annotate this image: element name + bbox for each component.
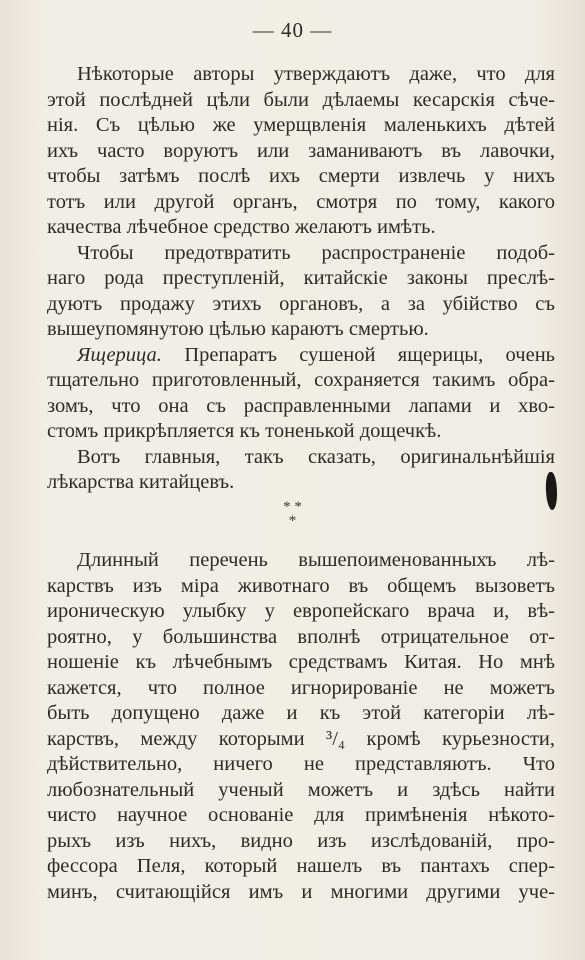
text-line: Вотъ главныя, такъ сказать, оригинальнѣйшія [77,445,555,468]
text-line: рыхъ изъ нихъ, видно изъ изслѣдованій, про- [47,829,555,852]
lizard-term: Ящерица. [77,343,162,366]
text-line: карствъ, между которыми ³/₄ кромѣ курьезности, [47,727,555,750]
text-line: быть допущено даже и къ этой категоріи лѣ- [47,702,555,724]
text-line: вышеупомянутою цѣлью караютъ смертью. [47,318,429,340]
text-line: Длинный перечень вышепоименованныхъ лѣ- [77,549,555,571]
text-line: фессора Пеля, который нашелъ въ пантахъ спер- [47,855,555,877]
text-block-organs-and-lizard [47,62,555,496]
text-line: карствъ изъ міра животнаго въ общемъ вызоветъ [47,574,555,597]
text-line: стомъ прикрѣпляется къ тоненькой дощечкѣ. [47,420,442,442]
text-line: дуютъ продажу этихъ органовъ, а за убійство съ [47,292,555,315]
text-line: чисто научное основаніе для примѣненія нѣкото- [47,804,555,826]
text-line: зомъ, что она съ расправленными лапами и хво- [47,394,555,417]
text-line: качества лѣчебное средство желаютъ имѣть. [47,216,436,238]
text-line: ношеніе къ лѣчебнымъ средствамъ Китая. Но мнѣ [47,651,555,673]
text-line: ироническую улыбку у европейскаго врача и, вѣ- [47,600,555,622]
text-line: любознательный ученый можетъ и здѣсь найти [47,778,555,801]
text-line: Нѣкоторые авторы утверждаютъ даже, что для [77,63,555,85]
text-block-commentary [47,548,555,905]
text-line: лѣкарства китайцевъ. [47,471,235,493]
text-line: роятно, у большинства вполнѣ отрицательное от- [47,625,555,648]
page-number: — 40 — [252,18,333,42]
text-line: Чтобы предотвратить распространеніе подоб- [77,241,555,264]
text-line: чтобы затѣмъ послѣ ихъ смерти извлечь у нихъ [47,165,555,187]
text-line: минъ, считающійся имъ и многими другими уче- [47,880,555,903]
text-line: тотъ или другой органъ, смотря по тому, какого [47,190,555,213]
text-line: дѣйствительно, ничего не представляютъ. Что [47,753,555,775]
text-line: ихъ часто воруютъ или заманиваютъ въ лавочки, [47,139,555,162]
section-divider [0,500,585,528]
divider-stars-top: * * [283,499,302,515]
divider-star-bottom: * [288,513,297,529]
text-line: нія. Съ цѣлью же умерщвленія маленькихъ дѣтей [47,114,555,136]
text-line: наго рода преступленій, китайскіе законы преслѣ- [47,267,555,289]
text-line: этой послѣдней цѣли были дѣлаемы кесарскія сѣче- [47,88,555,111]
lizard-line-text: Препаратъ сушеной ящерицы, очень [184,343,555,366]
lizard-paragraph-first-line [47,343,555,369]
text-line: тщательно приготовленный, сохраняется такимъ обра- [47,369,555,391]
text-line: кажется, что полное игнорированіе не можетъ [47,676,555,699]
